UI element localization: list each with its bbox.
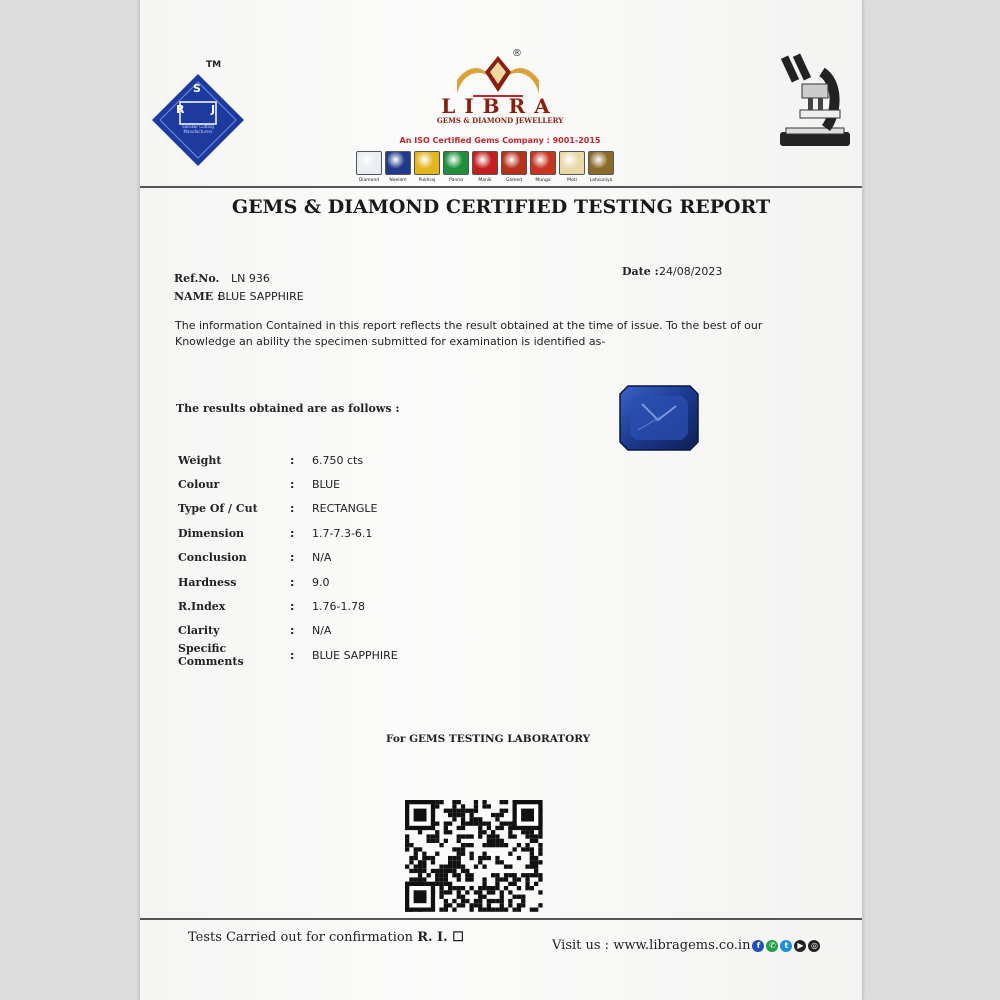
spec-value: N/A xyxy=(312,551,332,565)
gem-swatch xyxy=(472,151,498,183)
spec-label: Colour xyxy=(178,478,220,492)
spec-colon: : xyxy=(290,600,295,614)
spec-colon: : xyxy=(290,648,295,662)
srj-letter-r: R xyxy=(176,103,185,116)
gem-label: Diamond xyxy=(358,178,380,183)
footer-divider xyxy=(140,918,862,920)
instagram-icon[interactable]: ◎ xyxy=(808,940,820,952)
spec-colon: : xyxy=(290,502,295,516)
spec-colon: : xyxy=(290,551,295,565)
brand-name: LIBRA xyxy=(441,94,559,118)
srj-letter-s: S xyxy=(193,82,201,95)
gem-swatch xyxy=(385,151,411,183)
twitter-icon[interactable]: t xyxy=(780,940,792,952)
website-footer xyxy=(552,938,820,953)
gem-swatch-image xyxy=(385,151,411,175)
spec-colon: : xyxy=(290,575,295,589)
iso-certification: An ISO Certified Gems Company : 9001-2015 xyxy=(399,136,601,145)
spec-label: Type Of / Cut xyxy=(178,502,258,516)
report-title: GEMS & DIAMOND CERTIFIED TESTING REPORT xyxy=(231,196,771,218)
registered-mark: ® xyxy=(512,48,522,59)
spec-value: N/A xyxy=(312,624,332,638)
intro-paragraph xyxy=(175,318,775,350)
spec-row xyxy=(178,448,512,472)
spec-row xyxy=(178,643,512,667)
gem-label: Neelam xyxy=(389,178,407,183)
gem-swatch-image xyxy=(472,151,498,175)
ref-value: LN 936 xyxy=(231,272,270,285)
srj-tm-mark: TM xyxy=(206,60,222,70)
gem-label: Pukhraj xyxy=(418,178,436,183)
blue-sapphire-photo xyxy=(618,384,700,452)
intro-line-1: The information Contained in this report reflects the result obtained at the time of issue. To the best of our xyxy=(175,319,763,332)
gem-swatch-image xyxy=(588,151,614,175)
gem-swatch xyxy=(559,151,585,183)
date-label: Date : xyxy=(622,265,659,278)
gem-swatch xyxy=(501,151,527,183)
gem-swatch xyxy=(443,151,469,183)
spec-value: 1.7-7.3-6.1 xyxy=(312,526,373,540)
tests-note xyxy=(188,930,464,945)
gem-label: Munga xyxy=(535,178,551,183)
spec-value: RECTANGLE xyxy=(312,502,378,516)
brand-subtitle: GEMS & DIAMOND JEWELLERY xyxy=(436,116,564,125)
gem-label: Lahsuniya xyxy=(589,178,613,183)
spec-label: Clarity xyxy=(178,624,220,638)
gem-swatch xyxy=(356,151,382,183)
gem-swatch-image xyxy=(443,151,469,175)
spec-value: 6.750 cts xyxy=(312,453,364,467)
name-label: NAME : xyxy=(174,290,222,303)
microscope-icon xyxy=(772,52,856,154)
spec-label: Specific Comments xyxy=(178,642,244,669)
gem-swatch xyxy=(414,151,440,183)
date-value: 24/08/2023 xyxy=(659,265,723,278)
spec-value: BLUE xyxy=(312,478,341,492)
facebook-icon[interactable]: f xyxy=(752,940,764,952)
gem-swatch-image xyxy=(559,151,585,175)
spec-label: R.Index xyxy=(178,600,226,614)
spec-value: 1.76-1.78 xyxy=(312,600,365,614)
gem-label: Moti xyxy=(567,178,577,183)
spec-colon: : xyxy=(290,624,295,638)
spec-row xyxy=(178,546,512,570)
name-value: BLUE SAPPHIRE xyxy=(218,290,304,303)
intro-line-2: Knowledge an ability the specimen submitted for examination is identified as- xyxy=(175,335,606,348)
srj-letter-j: J xyxy=(211,103,216,116)
spec-row xyxy=(178,497,512,521)
spec-row xyxy=(178,570,512,594)
spec-row xyxy=(178,619,512,643)
tests-text: Tests Carried out for confirmation xyxy=(188,930,414,945)
lab-signature-line: For GEMS TESTING LABORATORY xyxy=(386,733,591,745)
gem-swatch-image xyxy=(530,151,556,175)
spec-row xyxy=(178,472,512,496)
youtube-icon[interactable]: ▶ xyxy=(794,940,806,952)
gem-swatch-image xyxy=(414,151,440,175)
gem-label: Panna xyxy=(449,178,463,183)
gem-swatch-image xyxy=(501,151,527,175)
header-divider xyxy=(140,186,862,188)
spec-label: Conclusion xyxy=(178,551,247,565)
website-link[interactable]: Visit us : www.libragems.co.in xyxy=(552,938,751,953)
spec-row xyxy=(178,521,512,545)
spec-colon: : xyxy=(290,526,295,540)
gem-swatch-image xyxy=(356,151,382,175)
specification-table xyxy=(178,448,512,668)
tests-mark: R. I. ☐ xyxy=(417,930,464,945)
gem-label: Manik xyxy=(478,178,492,183)
gem-swatch xyxy=(588,151,614,183)
gem-swatch-row xyxy=(356,151,614,183)
spec-value: BLUE SAPPHIRE xyxy=(312,648,398,662)
spec-label: Weight xyxy=(178,453,222,467)
spec-row xyxy=(178,594,512,618)
results-heading: The results obtained are as follows : xyxy=(176,402,400,415)
spec-colon: : xyxy=(290,453,295,467)
spec-label: Dimension xyxy=(178,526,245,540)
gem-label: Gomed xyxy=(505,178,523,183)
spec-colon: : xyxy=(290,478,295,492)
spec-label: Hardness xyxy=(178,575,237,589)
ref-label: Ref.No. xyxy=(174,272,220,285)
gem-swatch xyxy=(530,151,556,183)
whatsapp-icon[interactable]: ✆ xyxy=(766,940,778,952)
srj-tagline: Sanskar Cutting Manufacturers xyxy=(182,124,214,134)
spec-value: 9.0 xyxy=(312,575,330,589)
qr-code[interactable] xyxy=(405,800,545,915)
